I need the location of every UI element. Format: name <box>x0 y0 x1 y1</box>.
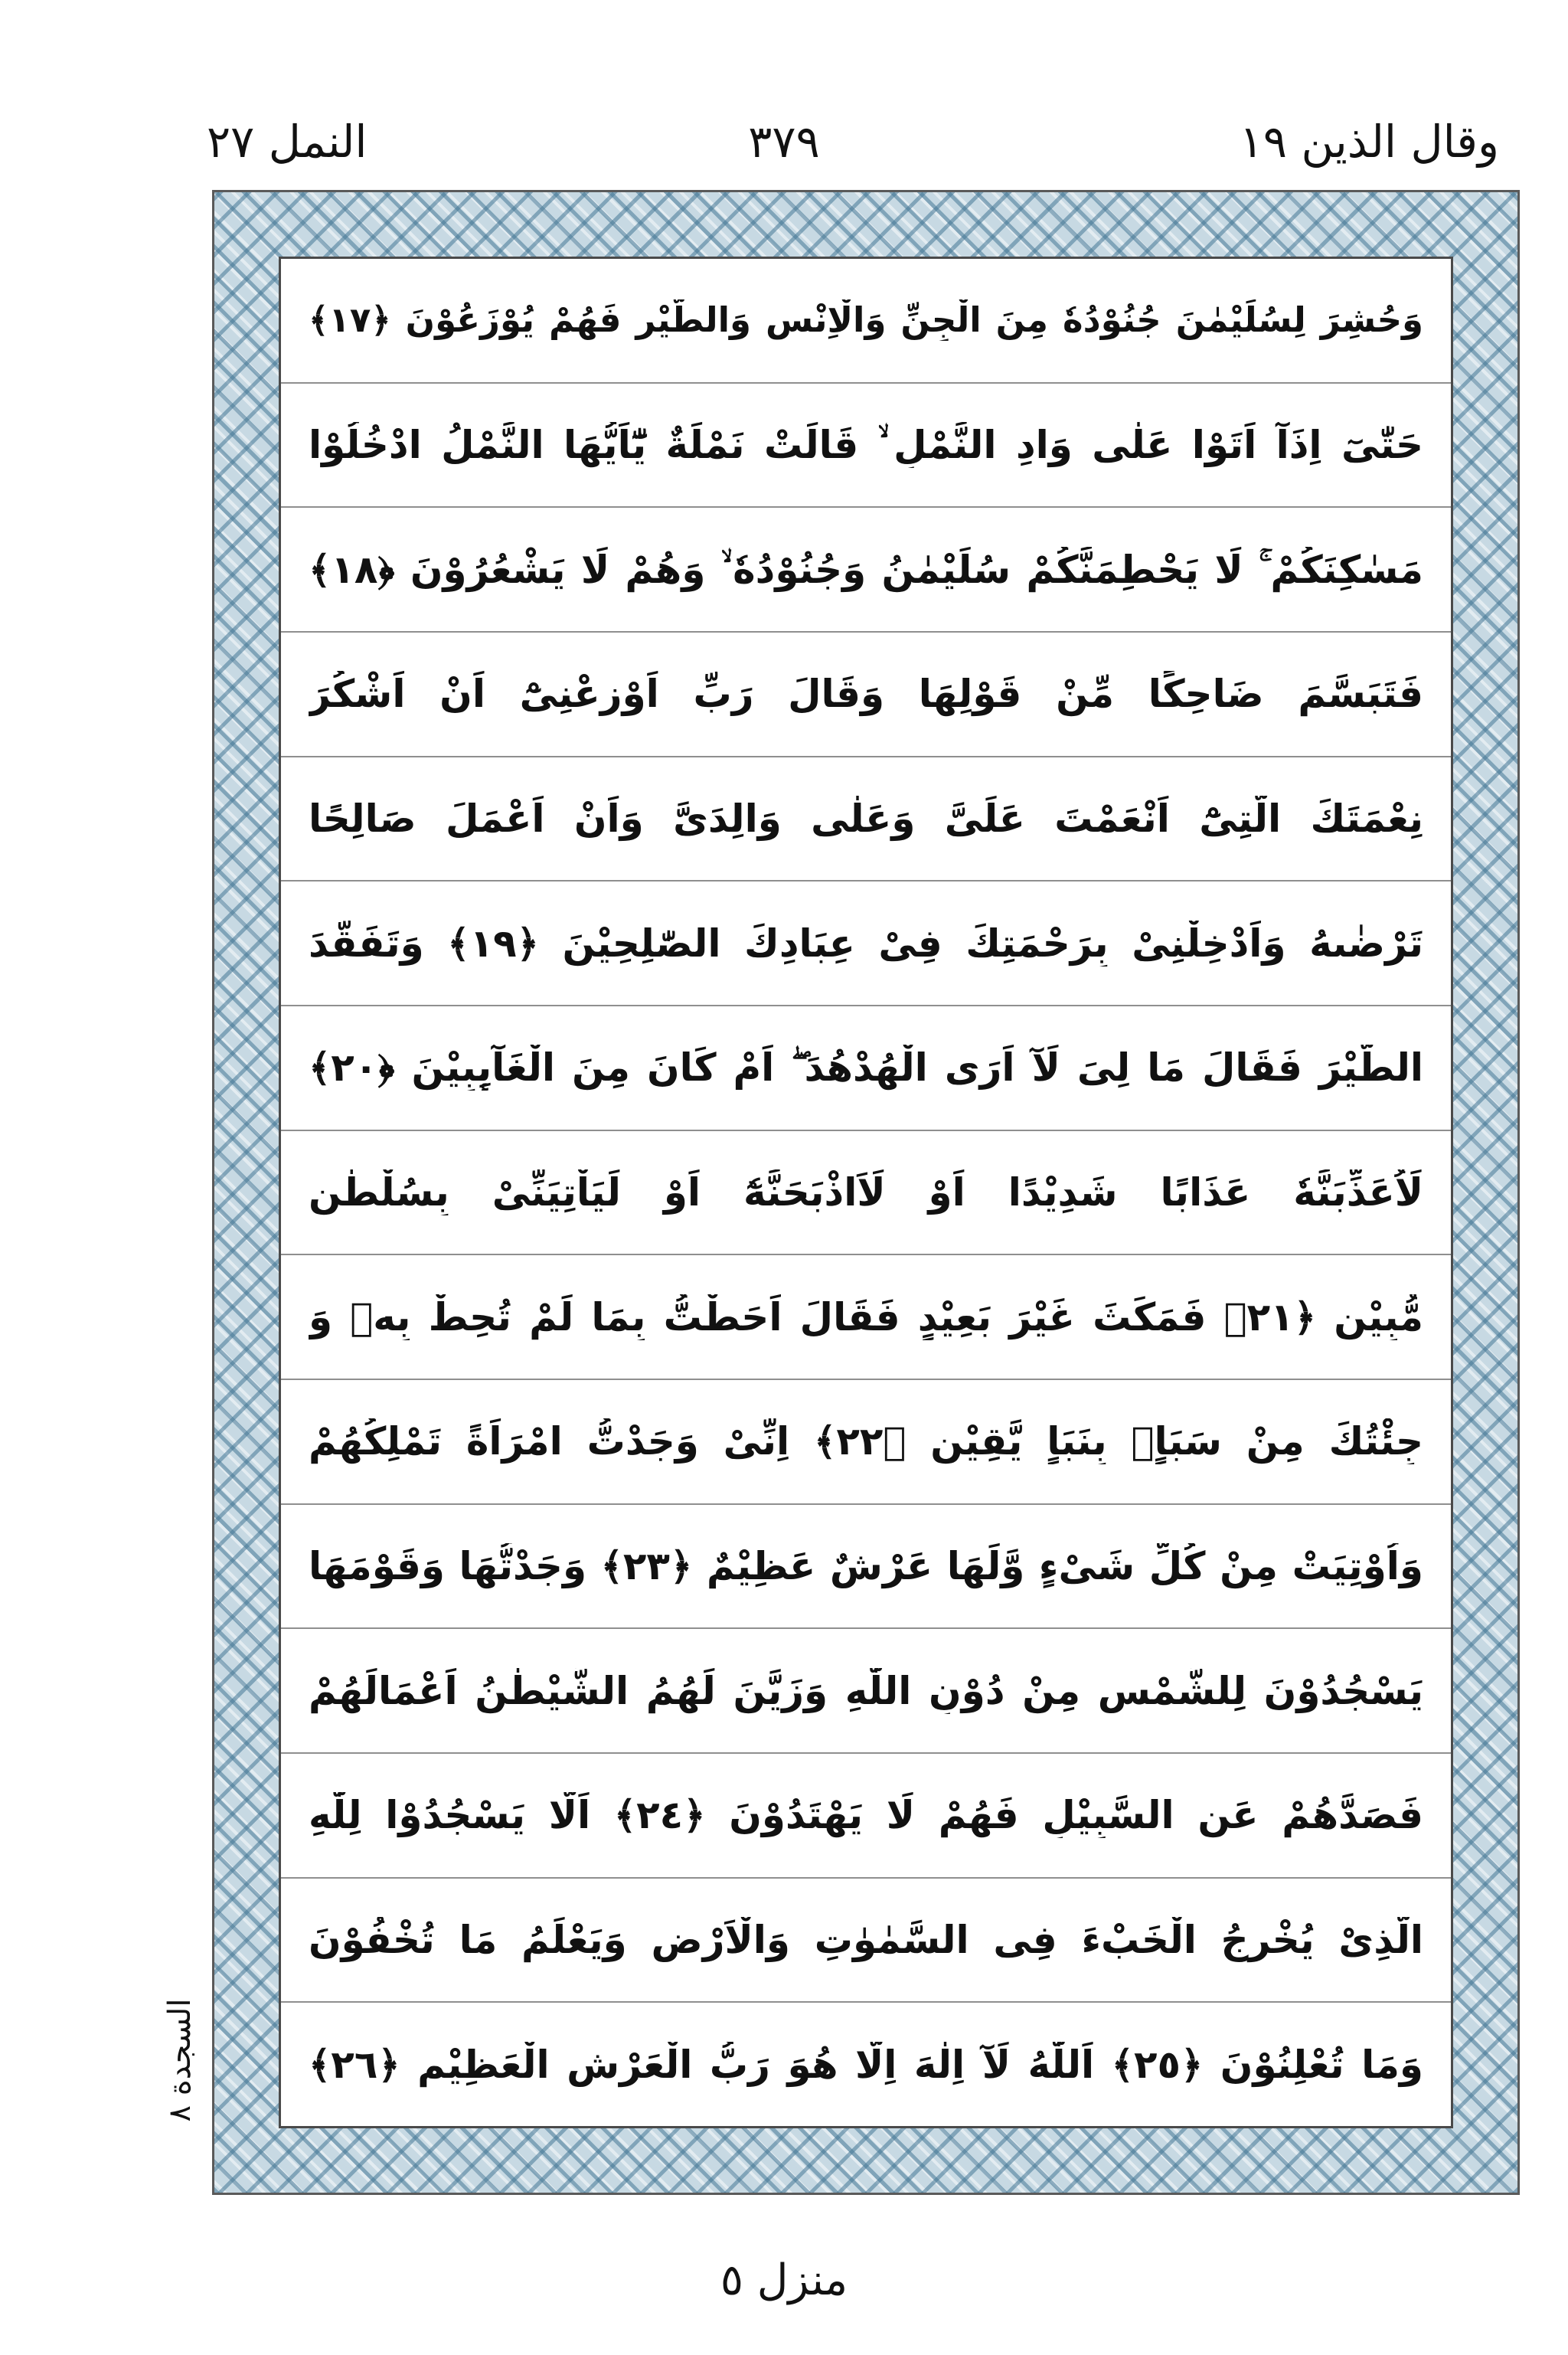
page-header <box>0 107 1568 176</box>
verse-text: الطَّیْرَ فَقَالَ مَا لِیَ لَآ اَرَى الْهُدْهُدَ ۖ اَمْ كَانَ مِنَ الْغَآىِٕبِیْنَ ﴿٢٠﴾ <box>309 1045 1423 1091</box>
verse-line <box>281 1629 1451 1754</box>
verse-line <box>281 1255 1451 1380</box>
surah-title: النمل ٢٧ <box>207 116 368 168</box>
ornamental-border <box>212 190 1520 2195</box>
verse-line <box>281 1380 1451 1505</box>
verse-text: فَتَبَسَّمَ ضَاحِكًا مِّنْ قَوْلِهَا وَقَالَ رَبِّ اَوْزِعْنِیْٓ اَنْ اَشْكُرَ <box>309 672 1423 717</box>
verse-text: نِعْمَتَكَ الَّتِیْٓ اَنْعَمْتَ عَلَیَّ وَعَلٰى وَالِدَیَّ وَاَنْ اَعْمَلَ صَالِحًا <box>309 796 1423 842</box>
juz-title: وقال الذين ١٩ <box>1239 116 1499 168</box>
verse-text: وَاُوْتِیَتْ مِنْ كُلِّ شَیْءٍ وَّلَهَا عَرْشٌ عَظِیْمٌ ﴿٢٣﴾ وَجَدْتُّهَا وَقَوْمَهَا <box>309 1544 1423 1589</box>
verse-line <box>281 384 1451 509</box>
page-number: ٣٧٩ <box>748 116 820 168</box>
verse-text: مَسٰكِنَكُمْ ۚ لَا يَحْطِمَنَّكُمْ سُلَيْمٰنُ وَجُنُوْدُهٗ ۙ وَهُمْ لَا يَشْعُرُوْنَ ﴿١٨﴾ <box>309 547 1423 592</box>
verse-text: وَمَا تُعْلِنُوْنَ ﴿٢٥﴾ اَللّٰهُ لَآ اِلٰهَ اِلَّا هُوَ رَبُّ الْعَرْشِ الْعَظِیْمِ ﴿٢٦﴾ <box>309 2042 1423 2087</box>
verse-text: تَرْضٰىهُ وَاَدْخِلْنِیْ بِرَحْمَتِكَ فِیْ عِبَادِكَ الصّٰلِحِیْنَ ﴿١٩﴾ وَتَفَقَّدَ <box>309 921 1423 966</box>
verse-line <box>281 1006 1451 1131</box>
verse-text: جِئْتُكَ مِنْ سَبَاٍۭ بِنَبَاٍ یَّقِیْنٍ ﴿٢٢﴾ اِنِّیْ وَجَدْتُّ امْرَاَةً تَمْلِكُهُمْ <box>309 1419 1423 1464</box>
verse-line <box>281 1754 1451 1879</box>
verse-line <box>281 633 1451 757</box>
verse-panel <box>279 257 1453 2128</box>
verse-line <box>281 259 1451 384</box>
verse-text: لَاُعَذِّبَنَّهٗ عَذَابًا شَدِیْدًا اَوْ لَاَاذْبَحَنَّهٗٓ اَوْ لَیَاْتِیَنِّیْ بِسُلْطٰنٍ <box>309 1170 1423 1215</box>
verse-text: فَصَدَّهُمْ عَنِ السَّبِیْلِ فَهُمْ لَا یَهْتَدُوْنَ ﴿٢٤﴾ اَلَّا یَسْجُدُوْا لِلّٰهِ <box>309 1793 1423 1838</box>
verse-text: حَتّٰىٓ اِذَآ اَتَوْا عَلٰى وَادِ النَّمْلِ ۙ قَالَتْ نَمْلَةٌ يّٰٓاَيُّهَا النَّمْلُ ادْخُلُوْا <box>309 423 1423 467</box>
verse-line <box>281 508 1451 633</box>
verse-line <box>281 757 1451 882</box>
verse-line <box>281 2003 1451 2126</box>
verse-line <box>281 881 1451 1006</box>
verse-line <box>281 1879 1451 2003</box>
verse-text: مُّبِیْنٍ ﴿٢١﴾ فَمَكَثَ غَیْرَ بَعِیْدٍ فَقَالَ اَحَطْتُّ بِمَا لَمْ تُحِطْ بِهٖ وَ <box>309 1294 1423 1339</box>
verse-text: الَّذِیْ یُخْرِجُ الْخَبْءَ فِی السَّمٰوٰتِ وَالْاَرْضِ وَیَعْلَمُ مَا تُخْفُوْنَ <box>309 1918 1423 1963</box>
verse-line <box>281 1505 1451 1630</box>
verse-text: یَسْجُدُوْنَ لِلشَّمْسِ مِنْ دُوْنِ اللّٰهِ وَزَیَّنَ لَهُمُ الشَّیْطٰنُ اَعْمَالَهُمْ <box>309 1668 1423 1713</box>
verse-line <box>281 1131 1451 1256</box>
sajdah-margin-note: السجدة ٨ <box>162 1998 198 2122</box>
verse-text: وَحُشِرَ لِسُلَيْمٰنَ جُنُوْدُهٗ مِنَ الْجِنِّ وَالْاِنْسِ وَالطَّيْرِ فَهُمْ يُوْزَعُوْنَ ﴿١٧﴾ <box>309 299 1423 341</box>
manzil-footer: منزل ٥ <box>720 2255 848 2305</box>
